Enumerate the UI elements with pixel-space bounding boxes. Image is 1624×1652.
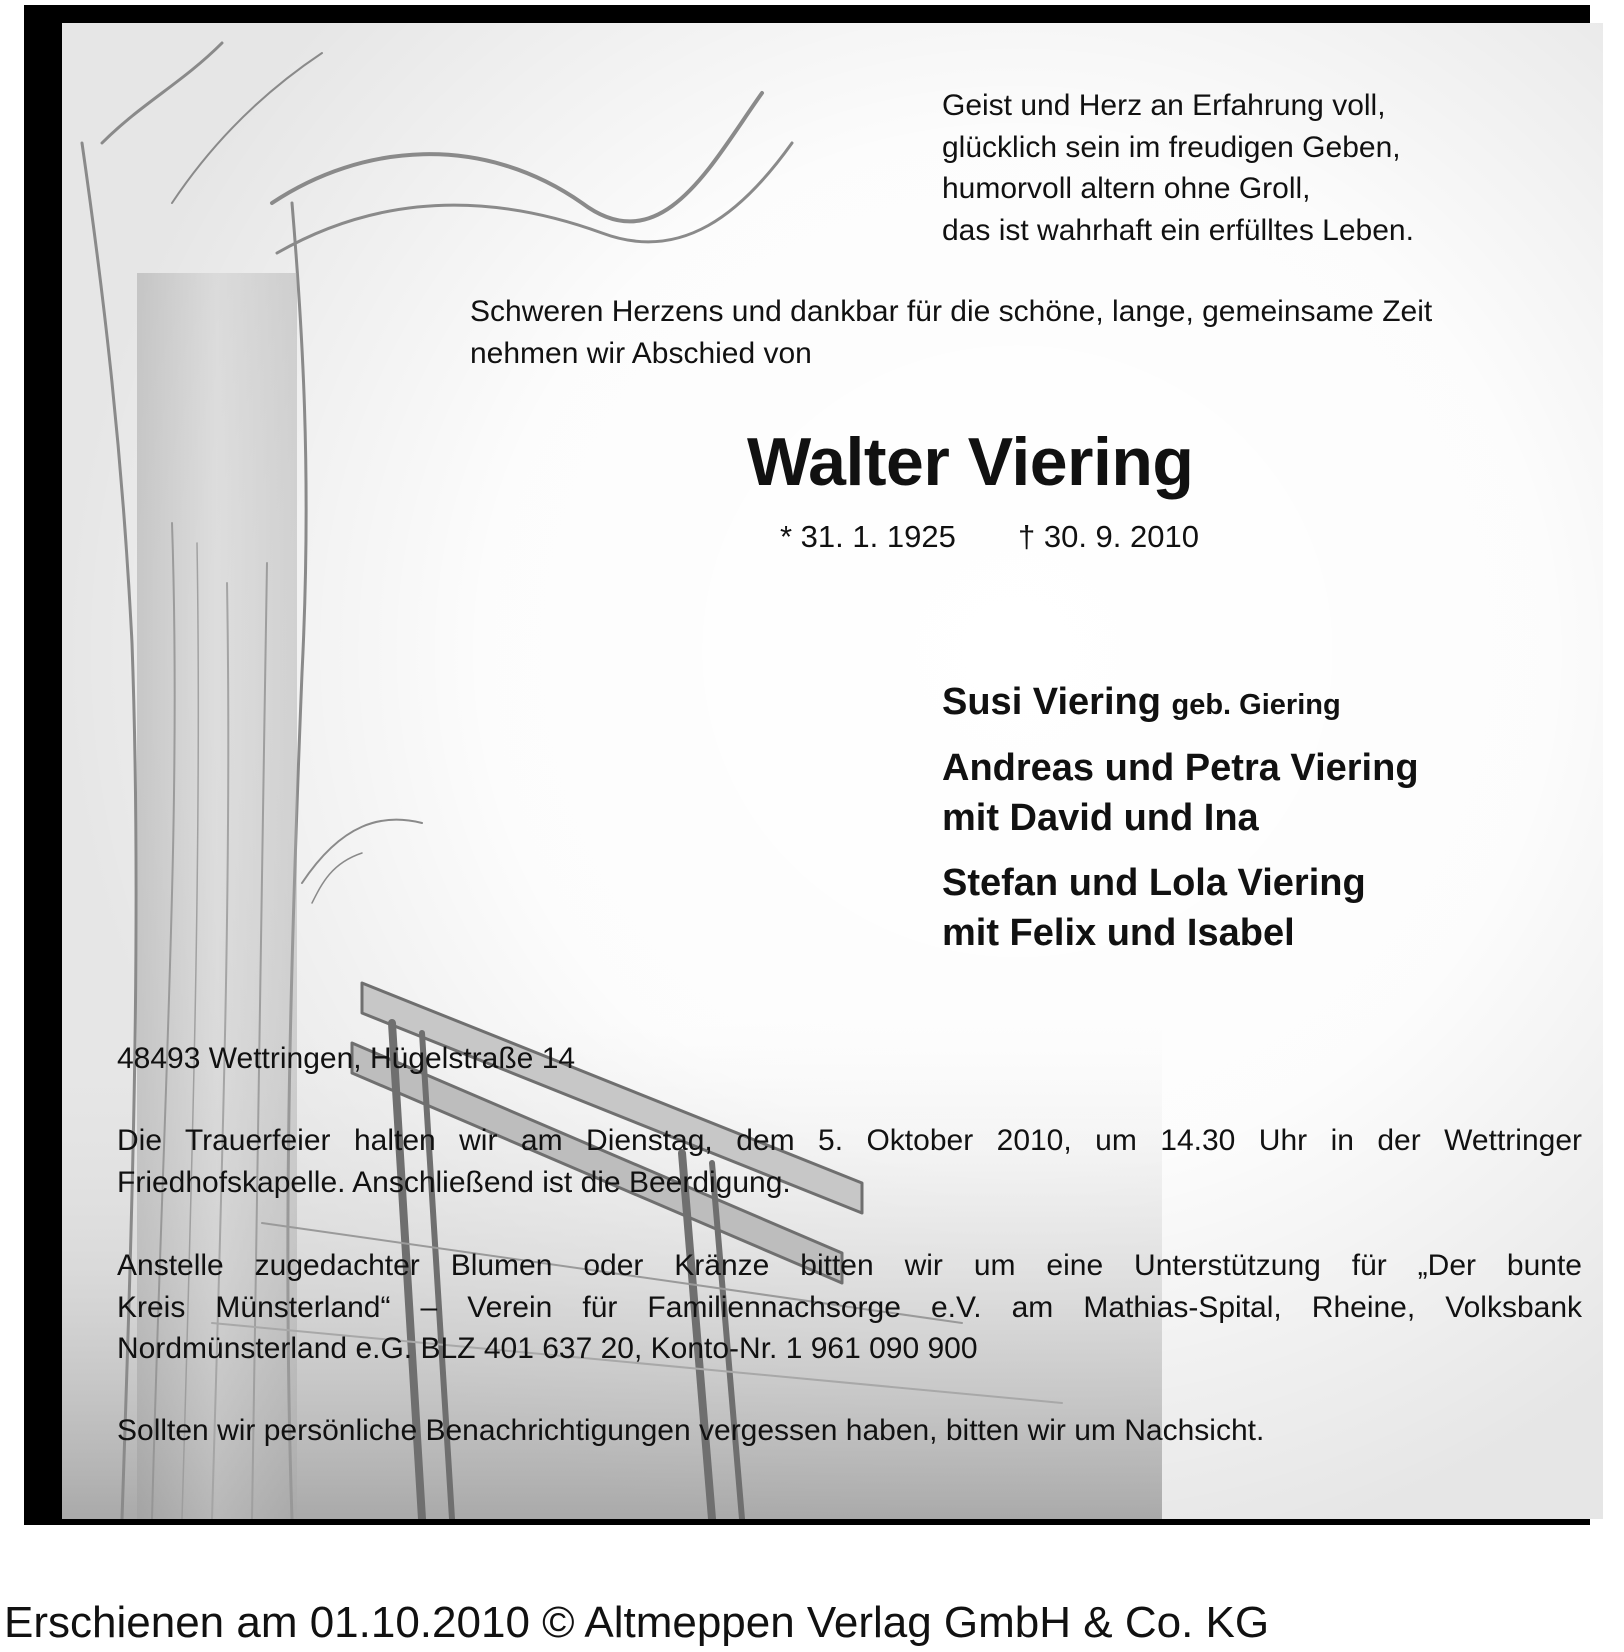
funeral-line: Die Trauerfeier halten wir am Dienstag, dem 5. Oktober 2010, um 14.30 Uhr in der Wettringer — [117, 1124, 1582, 1157]
mourner-widow — [942, 677, 1341, 730]
donation-notice — [117, 1245, 1582, 1370]
address: 48493 Wettringen, Hügelstraße 14 — [117, 1042, 576, 1075]
poem-line: Geist und Herz an Erfahrung voll, — [942, 89, 1386, 122]
intro-line: nehmen wir Abschied von — [470, 336, 812, 370]
obituary-frame — [24, 5, 1590, 1525]
obituary-panel — [62, 23, 1603, 1519]
mourner-family-2 — [942, 858, 1366, 958]
mourner-family-1 — [942, 743, 1419, 843]
mourner-line: mit Felix und Isabel — [942, 912, 1295, 954]
intro-line: Schweren Herzens und dankbar für die schöne, lange, gemeinsame Zeit — [470, 295, 1433, 328]
poem — [942, 85, 1414, 251]
birth-date: * 31. 1. 1925 — [780, 519, 956, 554]
poem-line: glücklich sein im freudigen Geben, — [942, 130, 1401, 164]
funeral-line: Friedhofskapelle. Anschließend ist die Beerdigung. — [117, 1165, 791, 1199]
mourner-line: mit David und Ina — [942, 797, 1259, 839]
apology-notice: Sollten wir persönliche Benachrichtigungen vergessen haben, bitten wir um Nachsicht. — [117, 1414, 1265, 1447]
donation-line: Kreis Münsterland“ – Verein für Familiennachsorge e.V. am Mathias-Spital, Rheine, Volksbank — [117, 1290, 1582, 1324]
mourner-line: Stefan und Lola Viering — [942, 862, 1366, 904]
funeral-notice — [117, 1120, 1582, 1203]
intro-text — [470, 291, 1432, 374]
deceased-name: Walter Viering — [747, 424, 1194, 500]
death-date: † 30. 9. 2010 — [1018, 519, 1199, 554]
widow-name: Susi Viering — [942, 681, 1161, 723]
mourner-line: Andreas und Petra Viering — [942, 747, 1419, 789]
donation-line: Nordmünsterland e.G. BLZ 401 637 20, Konto-Nr. 1 961 090 900 — [117, 1332, 978, 1365]
widow-maiden-name: geb. Giering — [1171, 689, 1341, 721]
donation-line: Anstelle zugedachter Blumen oder Kränze bitten wir um eine Unterstützung für „Der bunte — [117, 1249, 1582, 1282]
publication-footer: Erschienen am 01.10.2010 © Altmeppen Verlag GmbH & Co. KG — [4, 1598, 1270, 1647]
poem-line: humorvoll altern ohne Groll, — [942, 172, 1311, 205]
poem-line: das ist wahrhaft ein erfülltes Leben. — [942, 213, 1414, 247]
